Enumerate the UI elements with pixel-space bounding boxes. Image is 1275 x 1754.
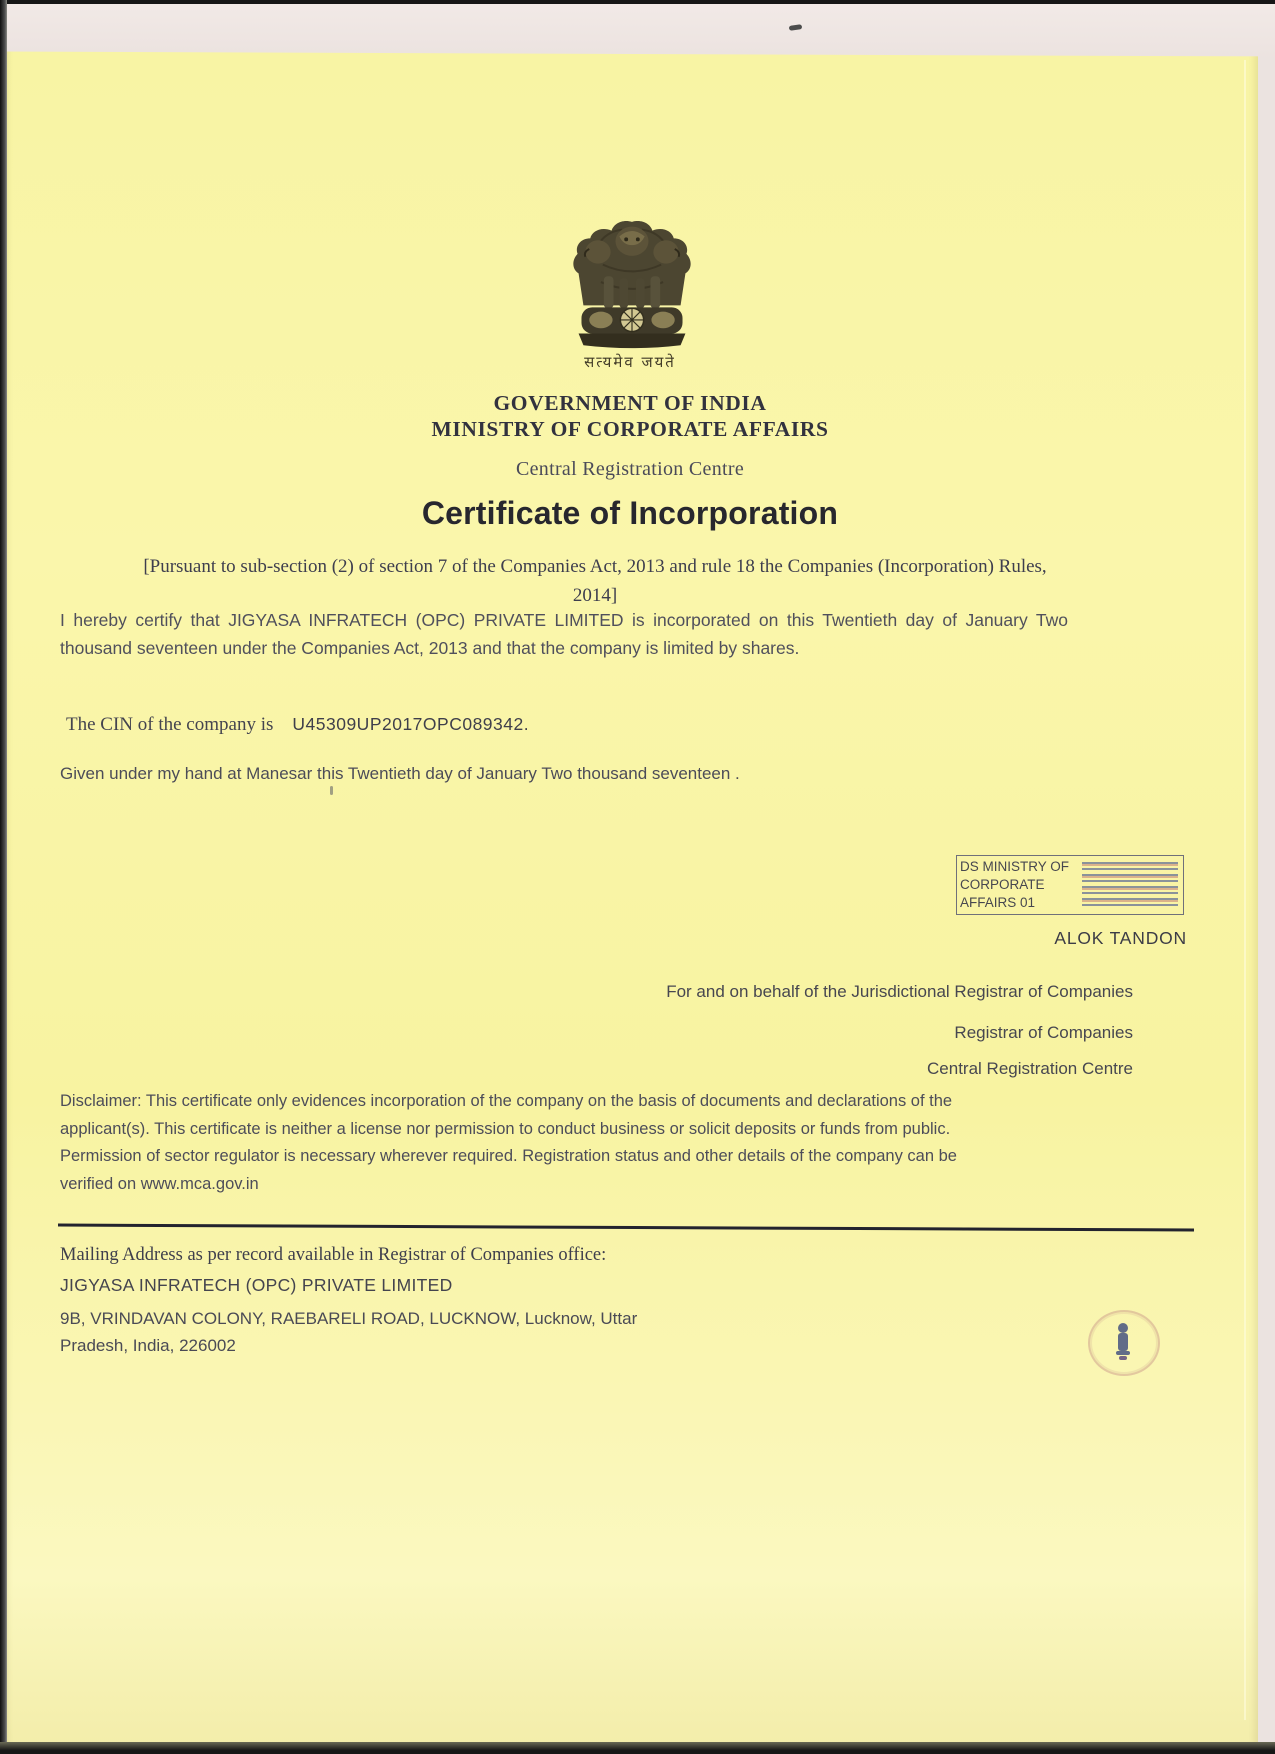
scan-edge-bottom	[0, 1742, 1275, 1754]
given-under-line: Given under my hand at Manesar this Twentieth day of January Two thousand seventeen .	[60, 764, 740, 783]
paper-crease	[1244, 60, 1246, 1720]
emblem-caption: सत्यमेव जयते	[584, 353, 676, 371]
scan-edge-left	[0, 0, 7, 1754]
scan-background-right	[1256, 0, 1275, 1754]
company-address: 9B, VRINDAVAN COLONY, RAEBARELI ROAD, LUCKNOW, Lucknow, Uttar Pradesh, India, 226002	[60, 1309, 638, 1355]
round-seal-stamp	[1088, 1310, 1160, 1376]
seal-emblem-icon	[1111, 1322, 1135, 1362]
cin-line	[66, 714, 529, 736]
stamp-text	[957, 856, 1080, 914]
scan-background-top	[0, 0, 1275, 56]
behalf-line-2: Registrar of Companies	[954, 1023, 1133, 1042]
ministry-line: MINISTRY OF CORPORATE AFFAIRS	[431, 417, 829, 441]
cin-value: U45309UP2017OPC089342.	[292, 714, 530, 734]
disclaimer-text: Disclaimer: This certificate only evidences incorporation of the company on the basis of documents and declarations of the applicant(s). This certificate is neither a license nor permission to conduct business or solicit deposits or funds from public. Permission of sector regulator is necessary wherever required. Registration status and other details of the company can be verified on www.mca.gov.in	[60, 1092, 957, 1193]
signatory-name: ALOK TANDON	[1054, 928, 1187, 948]
stamp-line-2: CORPORATE	[960, 877, 1045, 892]
stamp-line-1: DS MINISTRY OF	[960, 859, 1070, 874]
subheader-central-registration-centre: Central Registration Centre	[515, 458, 745, 480]
behalf-line-1: For and on behalf of the Jurisdictional Registrar of Companies	[666, 982, 1133, 1001]
scan-speck	[330, 786, 333, 795]
company-name: JIGYASA INFRATECH (OPC) PRIVATE LIMITED	[60, 1275, 453, 1295]
pursuant-clause	[65, 552, 1125, 610]
national-emblem-icon	[553, 216, 711, 352]
stamp-line-3: AFFAIRS 01	[960, 895, 1036, 910]
cin-label: The CIN of the company is	[66, 714, 274, 735]
pursuant-line-2: 2014]	[572, 585, 618, 606]
signature-detail-block	[1082, 862, 1178, 906]
behalf-line-3: Central Registration Centre	[927, 1059, 1133, 1078]
certification-statement: I hereby certify that JIGYASA INFRATECH (OPC) PRIVATE LIMITED is incorporated on this Twentieth day of January Two thousand seventeen under the Companies Act, 2013 and that the company is limited by shares.	[60, 610, 1068, 658]
digital-signature-stamp	[956, 855, 1184, 915]
certificate-title: Certificate of Incorporation	[421, 495, 839, 531]
mailing-address-heading: Mailing Address as per record available in Registrar of Companies office:	[60, 1245, 607, 1265]
government-of-india-line: GOVERNMENT OF INDIA	[493, 391, 767, 415]
government-header	[60, 390, 1200, 442]
scan-edge-top	[0, 0, 1275, 4]
pursuant-line-1: [Pursuant to sub-section (2) of section 7 of the Companies Act, 2013 and rule 18 the Companies (Incorporation) Rules,	[143, 556, 1047, 577]
